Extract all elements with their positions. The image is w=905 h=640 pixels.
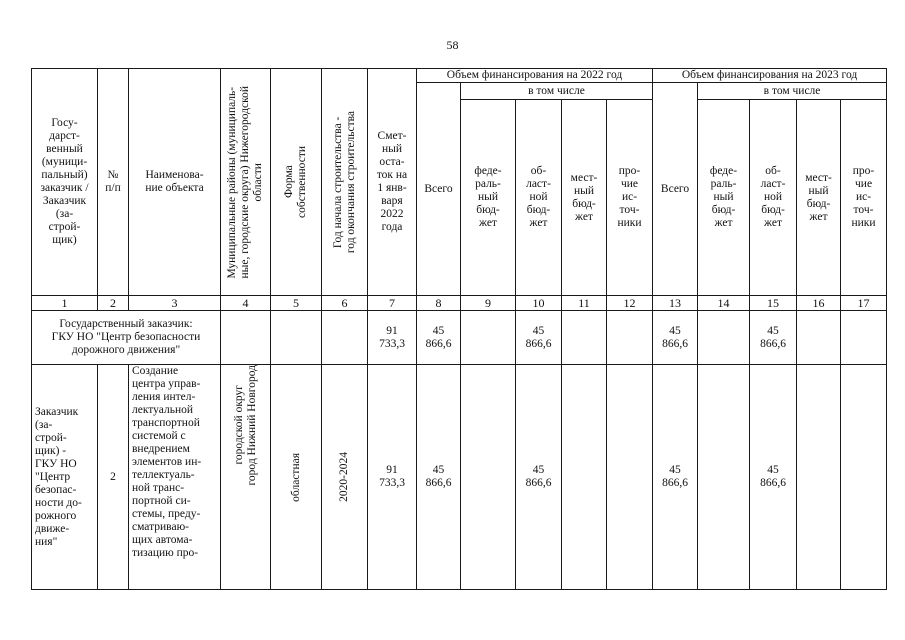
header-federal-2023: феде- раль- ный бюд- жет <box>698 100 750 296</box>
summary-row <box>32 311 887 365</box>
summary-total-2023: 45 866,6 <box>653 311 698 365</box>
empty-cell <box>797 311 841 365</box>
empty-cell <box>698 311 750 365</box>
header-ownership-cell <box>271 69 322 296</box>
column-number: 16 <box>797 296 841 311</box>
summary-label: Государственный заказчик: ГКУ НО "Центр безопасности дорожного движения" <box>32 311 221 365</box>
summary-total-2022: 45 866,6 <box>417 311 461 365</box>
detail-total-2023: 45 866,6 <box>653 365 698 590</box>
detail-row-no: 2 <box>98 365 129 590</box>
header-regional-2023: об- ласт- ной бюд- жет <box>750 100 797 296</box>
header-total-2022: Всего <box>417 83 461 296</box>
header-including-2023: в том числе <box>698 83 887 100</box>
empty-cell <box>562 311 607 365</box>
header-ownership: Форма собственности <box>283 146 308 218</box>
header-object-name: Наименова- ние объекта <box>129 69 221 296</box>
empty-cell <box>841 365 887 590</box>
empty-cell <box>322 311 368 365</box>
column-number: 3 <box>129 296 221 311</box>
header-local-2022: мест- ный бюд- жет <box>562 100 607 296</box>
empty-cell <box>461 365 516 590</box>
financing-table <box>31 68 887 590</box>
empty-cell <box>221 311 271 365</box>
page-number: 58 <box>446 38 459 52</box>
detail-regional-2023: 45 866,6 <box>750 365 797 590</box>
summary-balance: 91 733,3 <box>368 311 417 365</box>
empty-cell <box>607 365 653 590</box>
column-number: 6 <box>322 296 368 311</box>
column-number: 5 <box>271 296 322 311</box>
column-number: 12 <box>607 296 653 311</box>
detail-municipality-cell <box>221 365 271 590</box>
column-number: 14 <box>698 296 750 311</box>
empty-cell <box>607 311 653 365</box>
empty-cell <box>461 311 516 365</box>
header-municipality: Муниципальные районы (муниципаль- ные, городские округа) Нижегородской области <box>226 85 264 279</box>
detail-regional-2022: 45 866,6 <box>516 365 562 590</box>
header-including-2022: в том числе <box>461 83 653 100</box>
detail-years: 2020-2024 <box>338 452 350 502</box>
detail-ownership: областная <box>289 452 302 502</box>
header-fin-2022: Объем финансирования на 2022 год <box>417 69 653 83</box>
header-years: Год начала строительства - год окончания строительства <box>331 110 357 254</box>
column-number: 1 <box>32 296 98 311</box>
column-number: 11 <box>562 296 607 311</box>
empty-cell <box>698 365 750 590</box>
header-local-2023: мест- ный бюд- жет <box>797 100 841 296</box>
empty-cell <box>797 365 841 590</box>
column-number: 15 <box>750 296 797 311</box>
header-estimated-balance: Смет- ный оста- ток на 1 янв- варя 2022 года <box>368 69 417 296</box>
empty-cell <box>841 311 887 365</box>
header-row-no: № п/п <box>98 69 129 296</box>
column-number: 8 <box>417 296 461 311</box>
header-other-2023: про- чие ис- точ- ники <box>841 100 887 296</box>
column-number: 7 <box>368 296 417 311</box>
column-numbers-row <box>32 296 887 311</box>
detail-municipality: городской округ город Нижний Новгород <box>232 365 258 486</box>
column-number: 10 <box>516 296 562 311</box>
detail-row <box>32 365 887 590</box>
empty-cell <box>562 365 607 590</box>
column-number: 17 <box>841 296 887 311</box>
header-customer: Госу- дарст- венный (муници- пальный) заказчик / Заказчик (за- строй- щик) <box>32 69 98 296</box>
header-other-2022: про- чие ис- точ- ники <box>607 100 653 296</box>
detail-object-name: Создание центра управ- ления интел- лектуальной транспортной системой с внедрением элементов ин- теллектуаль- ной транс- портной си- стемы, преду- сматриваю- щих автома- тизацию про- <box>129 365 221 590</box>
header-total-2023: Всего <box>653 83 698 296</box>
empty-cell <box>271 311 322 365</box>
header-federal-2022: феде- раль- ный бюд- жет <box>461 100 516 296</box>
summary-regional-2022: 45 866,6 <box>516 311 562 365</box>
detail-customer: Заказчик (за- строй- щик) - ГКУ НО "Центр безопас- ности до- рожного движе- ния" <box>32 365 98 590</box>
column-number: 13 <box>653 296 698 311</box>
header-regional-2022: об- ласт- ной бюд- жет <box>516 100 562 296</box>
summary-regional-2023: 45 866,6 <box>750 311 797 365</box>
header-years-cell <box>322 69 368 296</box>
detail-years-cell <box>322 365 368 590</box>
header-fin-2023: Объем финансирования на 2023 год <box>653 69 887 83</box>
detail-ownership-cell <box>271 365 322 590</box>
detail-total-2022: 45 866,6 <box>417 365 461 590</box>
header-municipality-cell <box>221 69 271 296</box>
detail-balance: 91 733,3 <box>368 365 417 590</box>
column-number: 2 <box>98 296 129 311</box>
column-number: 9 <box>461 296 516 311</box>
column-number: 4 <box>221 296 271 311</box>
